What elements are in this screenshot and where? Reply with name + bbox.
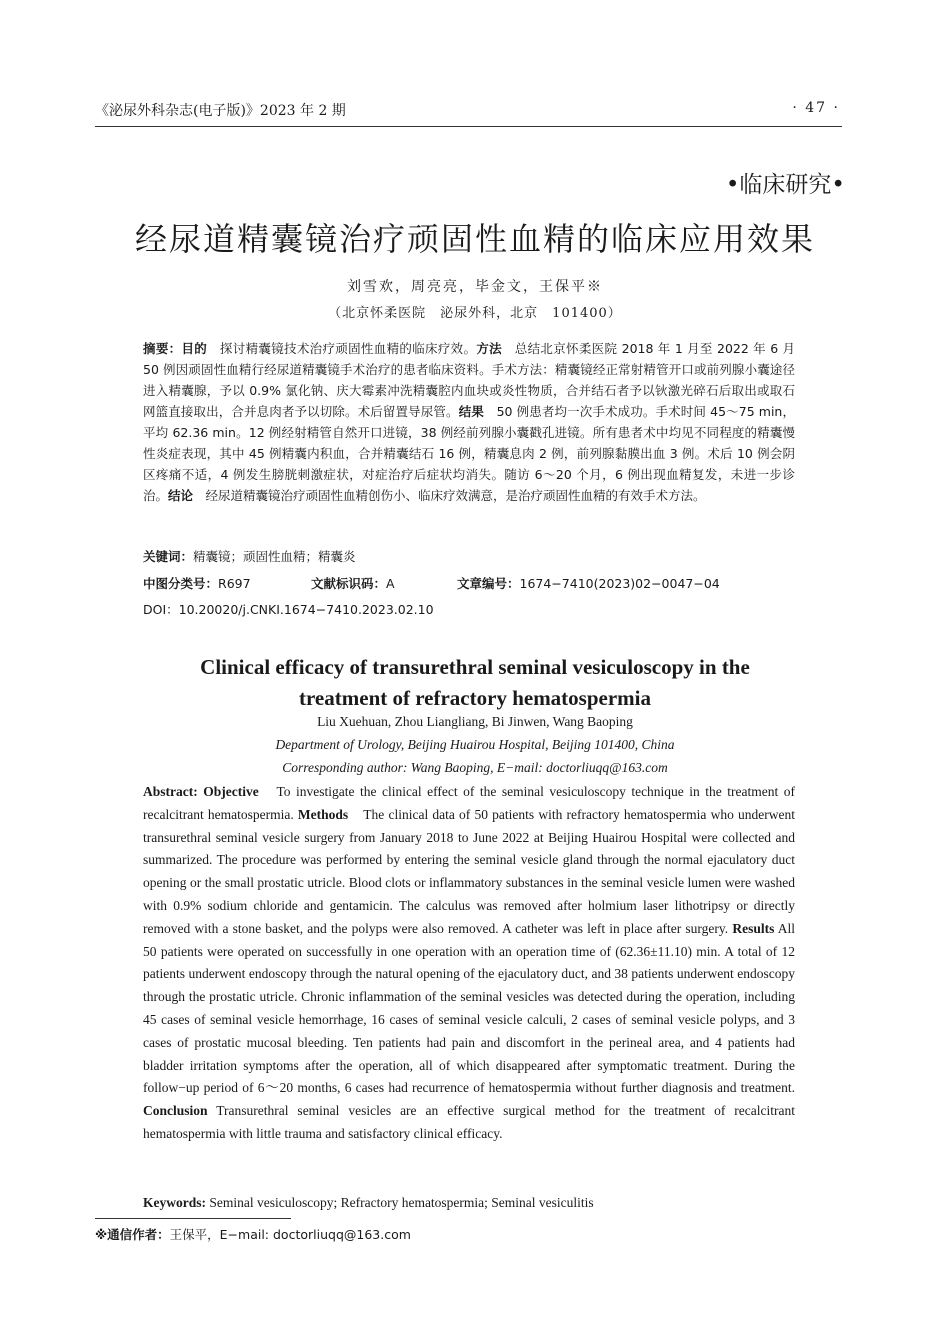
objective-label: 目的 bbox=[181, 341, 208, 356]
article-no-label: 文章编号： bbox=[457, 576, 520, 591]
en-methods-text: The clinical data of 50 patients with refractory hematospermia who underwent transurethral seminal vesicle surgery from January 2018 to June 2022 at Beijing Huairou Hospital were collected and summarized. The procedure was performed by entering the seminal vesicle gland through the normal ejaculatory duct opening or the small prostatic utricle. Blood clots or inflammatory substances in the seminal vesicle lumen were washed with 0.9% sodium chloride and gentamicin. The calculus was removed after holmium laser lithotripsy or directly removed with a stone basket, and the polyps were also removed. A catheter was left in place after surgery. bbox=[143, 806, 795, 936]
en-conclusion-label: Conclusion bbox=[143, 1103, 208, 1119]
results-label: 结果 bbox=[458, 404, 484, 419]
doc-code-label: 文献标识码： bbox=[311, 576, 387, 591]
keywords-text: 精囊镜；顽固性血精；精囊炎 bbox=[193, 549, 356, 564]
clc-label: 中图分类号： bbox=[143, 576, 219, 591]
en-abstract-label: Abstract: Objective bbox=[143, 784, 259, 799]
en-results-text: All 50 patients were operated on successfully in one operation with an operation time of (62.36±11.10) min. A total of 12 patients underwent endoscopy through the natural opening of the ejaculatory duct, and 38 patients underwent endoscopy through the prostatic utricle. Chronic inflammation of the seminal vesicles was detected during the operation, including 45 cases of seminal vesicle hemorrhage, 16 cases of seminal vesicle calculi, 2 cases of seminal vesicle polyps, and 3 cases of prostatic mucosal bleeding. Ten patients had pain and discomfort in the perineal area, and 4 patients had bladder irritation symptoms after the operation, all of which disappeared after symptomatic treatment. During the follow−up period of 6～20 months, 6 cases had recurrence of hematospermia without further diagnosis and treatment. bbox=[143, 920, 795, 1096]
en-keywords-text: Seminal vesiculoscopy; Refractory hematospermia; Seminal vesiculitis bbox=[206, 1195, 594, 1210]
english-keywords bbox=[143, 1195, 795, 1211]
footnote bbox=[95, 1225, 411, 1243]
english-title-line2: treatment of refractory hematospermia bbox=[299, 686, 651, 710]
english-title-line1: Clinical efficacy of transurethral seminal vesiculoscopy in the bbox=[200, 655, 750, 679]
article-number bbox=[457, 574, 720, 592]
chinese-abstract bbox=[143, 338, 795, 506]
english-title bbox=[0, 652, 950, 714]
english-abstract bbox=[143, 781, 795, 1146]
footnote-rule bbox=[95, 1218, 291, 1219]
chinese-authors: 刘雪欢，周亮亮，毕金文，王保平※ bbox=[347, 279, 603, 295]
footnote-label: ※通信作者： bbox=[95, 1227, 170, 1242]
abstract-label: 摘要： bbox=[143, 341, 182, 356]
en-keywords-label: Keywords: bbox=[143, 1195, 206, 1210]
section-label: •临床研究• bbox=[725, 172, 845, 198]
header-rule bbox=[95, 126, 842, 127]
page-number: · 47 · bbox=[792, 100, 840, 116]
journal-header: 《泌尿外科杂志(电子版)》2023 年 2 期 bbox=[95, 103, 346, 119]
methods-label: 方法 bbox=[476, 341, 502, 356]
chinese-title: 经尿道精囊镜治疗顽固性血精的临床应用效果 bbox=[134, 220, 815, 258]
doc-code-value: A bbox=[386, 576, 395, 591]
keywords-label: 关键词： bbox=[143, 549, 194, 564]
document-code bbox=[311, 574, 395, 592]
clc-value: R697 bbox=[218, 576, 251, 591]
chinese-keywords bbox=[143, 547, 795, 565]
en-objective-text: To investigate the clinical effect of the seminal vesiculoscopy technique in the treatment of recalcitrant hematospermia. bbox=[143, 784, 795, 822]
results-text: 50 例患者均一次手术成功。手术时间 45～75 min，平均 62.36 min。12 例经射精管自然开口进镜，38 例经前列腺小囊戳孔进镜。所有患者术中均见不同程度的精囊慢性炎症表现，其中 45 例精囊内积血，合并精囊结石 16 例，精囊息肉 2 例，前列腺黏膜出血 3 例。术后 10 例会阴区疼痛不适，4 例发生膀胱刺激症状，对症治疗后症状均消失。随访 6～20 个月，6 例出现血精复发，未进一步诊治。 bbox=[143, 404, 795, 503]
clc-number bbox=[143, 574, 251, 592]
conclusion-text: 经尿道精囊镜治疗顽固性血精创伤小、临床疗效满意，是治疗顽固性血精的有效手术方法。 bbox=[193, 488, 706, 503]
corresponding-author: Corresponding author: Wang Baoping, E−mail: doctorliuqq@163.com bbox=[282, 760, 668, 775]
en-conclusion-text: Transurethral seminal vesicles are an effective surgical method for the treatment of recalcitrant hematospermia with little trauma and satisfactory clinical efficacy. bbox=[143, 1103, 795, 1141]
methods-text: 总结北京怀柔医院 2018 年 1 月至 2022 年 6 月 50 例因顽固性血精行经尿道精囊镜手术治疗的患者临床资料。手术方法：精囊镜经正常射精管开口或前列腺小囊途径进入精囊腺，予以 0.9% 氯化钠、庆大霉素冲洗精囊腔内血块或炎性物质，合并结石者予以钬激光碎石后取出或取石网篮直接取出，合并息肉者予以切除。术后留置导尿管。 bbox=[143, 341, 795, 419]
english-affiliation: Department of Urology, Beijing Huairou Hospital, Beijing 101400, China bbox=[275, 737, 675, 752]
chinese-affiliation: （北京怀柔医院 泌尿外科，北京 101400） bbox=[328, 306, 622, 321]
en-methods-label: Methods bbox=[297, 806, 349, 822]
doi: DOI：10.20020/j.CNKI.1674−7410.2023.02.10 bbox=[143, 602, 434, 617]
article-no-value: 1674−7410(2023)02−0047−04 bbox=[519, 576, 720, 591]
en-results-label: Results bbox=[732, 920, 775, 936]
english-authors: Liu Xuehuan, Zhou Liangliang, Bi Jinwen, Wang Baoping bbox=[317, 714, 633, 729]
footnote-text: 王保平，E−mail: doctorliuqq@163.com bbox=[169, 1227, 411, 1242]
conclusion-label: 结论 bbox=[168, 488, 194, 503]
objective-text: 探讨精囊镜技术治疗顽固性血精的临床疗效。 bbox=[207, 341, 477, 356]
